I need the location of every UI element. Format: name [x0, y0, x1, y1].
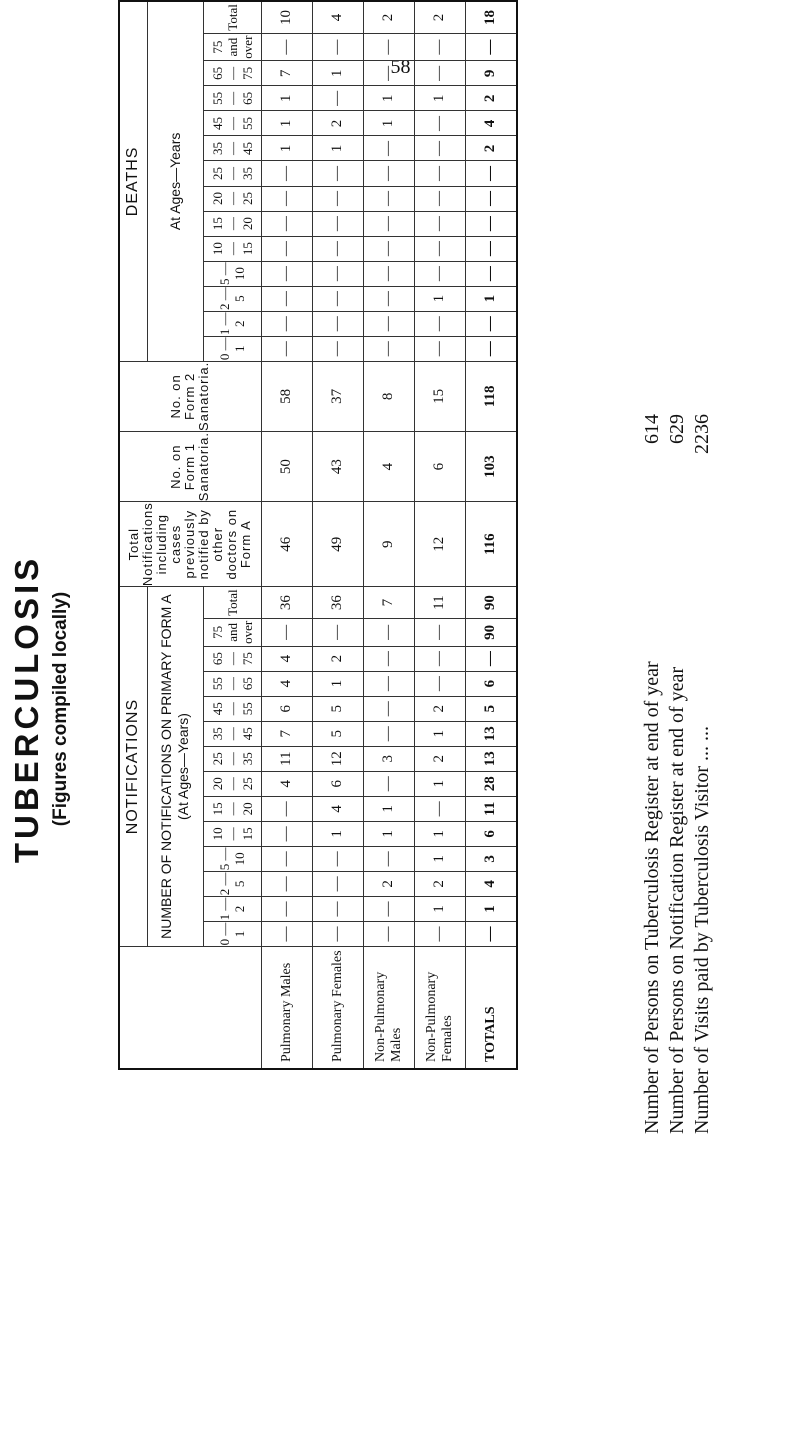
- notification-cell: 36: [312, 587, 363, 619]
- notification-cell: 90: [465, 619, 517, 647]
- notification-cell: —: [465, 921, 517, 946]
- death-cell: —: [261, 261, 312, 286]
- page-subtitle: (Figures compiled locally): [50, 591, 71, 827]
- death-cell: —: [363, 336, 414, 361]
- notification-cell: 2: [414, 696, 465, 721]
- notification-cell: —: [414, 646, 465, 671]
- death-age-header: 45 — 55: [203, 111, 261, 136]
- notification-cell: —: [312, 896, 363, 921]
- summary-label: Number of Persons on Tuberculosis Register at end of year: [641, 661, 663, 1134]
- row-label: Pulmonary Males: [261, 946, 312, 1069]
- death-cell: 1: [312, 136, 363, 161]
- death-cell: —: [465, 186, 517, 211]
- form2-cell: 37: [312, 361, 363, 431]
- death-cell: 2: [465, 136, 517, 161]
- notification-cell: —: [414, 619, 465, 647]
- notification-cell: —: [414, 796, 465, 821]
- summary-value: 2236: [691, 414, 713, 454]
- death-cell: —: [312, 336, 363, 361]
- death-age-header: 1 — 2: [203, 311, 261, 336]
- death-cell: 2: [363, 1, 414, 33]
- death-cell: —: [312, 236, 363, 261]
- summary-line: [665, 414, 690, 1134]
- notification-cell: 13: [465, 746, 517, 771]
- notification-cell: 6: [465, 821, 517, 846]
- death-age-header: 25 — 35: [203, 161, 261, 186]
- form2-heading: No. on Form 2 Sanatoria.: [119, 361, 261, 431]
- notif-age-header: 45 — 55: [203, 696, 261, 721]
- notification-cell: 4: [312, 796, 363, 821]
- death-age-header: 15 — 20: [203, 211, 261, 236]
- death-cell: 1: [363, 86, 414, 111]
- death-age-header: 20 — 25: [203, 186, 261, 211]
- death-cell: —: [414, 261, 465, 286]
- form1-heading: No. on Form 1 Sanatoria.: [119, 432, 261, 502]
- table-row: [363, 1, 414, 1069]
- death-cell: —: [312, 161, 363, 186]
- death-cell: —: [261, 33, 312, 61]
- notif-age-header: 10 — 15: [203, 821, 261, 846]
- notification-cell: —: [261, 821, 312, 846]
- notification-cell: —: [414, 671, 465, 696]
- form2-cell: 15: [414, 361, 465, 431]
- notification-cell: —: [414, 921, 465, 946]
- death-cell: 1: [363, 111, 414, 136]
- notification-cell: —: [363, 896, 414, 921]
- form1-cell: 4: [363, 432, 414, 502]
- form2-cell: 58: [261, 361, 312, 431]
- notification-cell: 6: [312, 771, 363, 796]
- death-cell: —: [465, 161, 517, 186]
- notification-cell: 7: [363, 587, 414, 619]
- table-row: [465, 1, 517, 1069]
- death-cell: —: [465, 33, 517, 61]
- notification-cell: 2: [414, 871, 465, 896]
- death-cell: 4: [312, 1, 363, 33]
- notification-cell: 1: [312, 671, 363, 696]
- row-label: Non-Pulmonary Males: [363, 946, 414, 1069]
- form1-cell: 6: [414, 432, 465, 502]
- death-cell: —: [312, 86, 363, 111]
- notification-cell: —: [465, 646, 517, 671]
- notif-age-header: 0 — 1: [203, 921, 261, 946]
- row-label-header: [119, 946, 261, 1069]
- notif-age-header: Total: [203, 587, 261, 619]
- death-cell: —: [261, 211, 312, 236]
- death-cell: 1: [261, 136, 312, 161]
- table-row: [414, 1, 465, 1069]
- tuberculosis-table: [118, 0, 518, 1070]
- death-cell: —: [312, 211, 363, 236]
- death-age-header: 35 — 45: [203, 136, 261, 161]
- notifications-subheading: NUMBER OF NOTIFICATIONS ON PRIMARY FORM A (At Ages—Years): [147, 587, 203, 947]
- deaths-subheading: At Ages—Years: [147, 1, 203, 361]
- death-age-header: 2 — 5: [203, 286, 261, 311]
- notification-cell: 4: [261, 646, 312, 671]
- form2-cell: 118: [465, 361, 517, 431]
- notification-cell: 11: [465, 796, 517, 821]
- notification-cell: 1: [363, 821, 414, 846]
- notif-age-header: 5 — 10: [203, 846, 261, 871]
- notification-cell: 2: [414, 746, 465, 771]
- death-cell: —: [312, 33, 363, 61]
- row-label: Non-Pulmonary Females: [414, 946, 465, 1069]
- death-cell: —: [465, 311, 517, 336]
- death-cell: —: [312, 286, 363, 311]
- notification-cell: —: [312, 921, 363, 946]
- page-title: TUBERCULOSIS: [8, 554, 45, 864]
- death-cell: 1: [261, 111, 312, 136]
- death-cell: —: [261, 286, 312, 311]
- death-cell: —: [414, 336, 465, 361]
- notification-cell: 7: [261, 721, 312, 746]
- notification-cell: 11: [414, 587, 465, 619]
- notification-cell: 5: [312, 721, 363, 746]
- notification-cell: 4: [465, 871, 517, 896]
- notif-age-header: 35 — 45: [203, 721, 261, 746]
- notification-cell: —: [261, 796, 312, 821]
- notif-age-header: 1 — 2: [203, 896, 261, 921]
- death-cell: —: [414, 311, 465, 336]
- death-cell: 9: [465, 61, 517, 86]
- notification-cell: —: [261, 921, 312, 946]
- notification-cell: —: [312, 871, 363, 896]
- notification-cell: —: [261, 846, 312, 871]
- death-cell: 1: [414, 286, 465, 311]
- death-cell: —: [414, 186, 465, 211]
- death-age-header: 65 — 75: [203, 61, 261, 86]
- notification-cell: —: [261, 871, 312, 896]
- death-cell: 2: [465, 86, 517, 111]
- notification-cell: 2: [363, 871, 414, 896]
- notif-age-header: 75 and over: [203, 619, 261, 647]
- total-notifications-cell: 116: [465, 502, 517, 587]
- notification-cell: 5: [312, 696, 363, 721]
- notification-cell: 1: [414, 721, 465, 746]
- summary-label: Number of Visits paid by Tuberculosis Visitor ... ...: [691, 726, 713, 1134]
- death-cell: —: [465, 236, 517, 261]
- death-age-header: 55 — 65: [203, 86, 261, 111]
- summary-label: Number of Persons on Notification Register at end of year: [666, 666, 688, 1134]
- notification-cell: —: [363, 771, 414, 796]
- form1-cell: 43: [312, 432, 363, 502]
- total-notifications-cell: 12: [414, 502, 465, 587]
- summary-line: [690, 414, 715, 1134]
- page-number: 58: [390, 56, 411, 78]
- death-cell: 7: [261, 61, 312, 86]
- death-age-header: 5 — 10: [203, 261, 261, 286]
- death-cell: 2: [312, 111, 363, 136]
- notification-cell: 1: [414, 846, 465, 871]
- death-cell: —: [414, 136, 465, 161]
- notification-cell: 1: [312, 821, 363, 846]
- notification-cell: 4: [261, 671, 312, 696]
- notification-cell: 1: [363, 796, 414, 821]
- notification-cell: —: [261, 896, 312, 921]
- table-row: [261, 1, 312, 1069]
- notification-cell: 5: [465, 696, 517, 721]
- notification-cell: —: [261, 619, 312, 647]
- notification-cell: 3: [465, 846, 517, 871]
- death-cell: —: [363, 186, 414, 211]
- notification-cell: —: [363, 671, 414, 696]
- notif-age-header: 20 — 25: [203, 771, 261, 796]
- death-cell: —: [465, 261, 517, 286]
- notification-cell: —: [363, 846, 414, 871]
- form1-cell: 50: [261, 432, 312, 502]
- summary-value: 629: [666, 414, 688, 444]
- notification-cell: 11: [261, 746, 312, 771]
- death-cell: 18: [465, 1, 517, 33]
- death-cell: —: [312, 311, 363, 336]
- notification-cell: 4: [261, 771, 312, 796]
- total-notifications-cell: 46: [261, 502, 312, 587]
- row-label: Pulmonary Females: [312, 946, 363, 1069]
- death-cell: —: [414, 211, 465, 236]
- death-cell: —: [363, 311, 414, 336]
- death-cell: 2: [414, 1, 465, 33]
- death-cell: —: [414, 236, 465, 261]
- notification-cell: 1: [414, 821, 465, 846]
- notification-cell: 2: [312, 646, 363, 671]
- notification-cell: —: [363, 921, 414, 946]
- death-cell: —: [312, 186, 363, 211]
- notification-cell: 1: [414, 771, 465, 796]
- death-cell: —: [363, 33, 414, 61]
- notification-cell: 6: [465, 671, 517, 696]
- notif-age-header: 2 — 5: [203, 871, 261, 896]
- notification-cell: 6: [261, 696, 312, 721]
- death-cell: —: [363, 286, 414, 311]
- death-cell: —: [363, 136, 414, 161]
- form2-cell: 8: [363, 361, 414, 431]
- death-cell: 10: [261, 1, 312, 33]
- death-cell: —: [363, 61, 414, 86]
- notification-cell: 12: [312, 746, 363, 771]
- notification-cell: —: [363, 646, 414, 671]
- death-cell: —: [261, 311, 312, 336]
- row-label: TOTALS: [465, 946, 517, 1069]
- notification-cell: —: [312, 619, 363, 647]
- death-cell: —: [465, 211, 517, 236]
- death-cell: —: [363, 236, 414, 261]
- death-cell: —: [414, 33, 465, 61]
- death-cell: —: [414, 61, 465, 86]
- death-cell: —: [465, 336, 517, 361]
- death-cell: —: [363, 261, 414, 286]
- death-age-header: 10 — 15: [203, 236, 261, 261]
- summary-line: [640, 414, 665, 1134]
- notification-cell: 3: [363, 746, 414, 771]
- notification-cell: —: [363, 696, 414, 721]
- total-notifications-cell: 9: [363, 502, 414, 587]
- register-summary: [640, 414, 715, 1134]
- death-cell: 4: [465, 111, 517, 136]
- death-cell: —: [363, 161, 414, 186]
- death-age-header: Total: [203, 1, 261, 33]
- notification-cell: 90: [465, 587, 517, 619]
- notification-cell: 36: [261, 587, 312, 619]
- notif-age-header: 55 — 65: [203, 671, 261, 696]
- notif-age-header: 15 — 20: [203, 796, 261, 821]
- notif-age-header: 25 — 35: [203, 746, 261, 771]
- death-cell: —: [261, 236, 312, 261]
- notification-cell: 1: [414, 896, 465, 921]
- notification-cell: 28: [465, 771, 517, 796]
- death-cell: —: [261, 161, 312, 186]
- death-cell: —: [414, 111, 465, 136]
- notification-cell: 13: [465, 721, 517, 746]
- death-cell: —: [261, 336, 312, 361]
- deaths-heading: DEATHS: [119, 1, 147, 361]
- death-cell: —: [312, 261, 363, 286]
- death-age-header: 75 and over: [203, 33, 261, 61]
- death-cell: —: [363, 211, 414, 236]
- death-cell: —: [414, 161, 465, 186]
- total-notifications-cell: 49: [312, 502, 363, 587]
- notification-cell: —: [363, 619, 414, 647]
- form1-cell: 103: [465, 432, 517, 502]
- notification-cell: —: [363, 721, 414, 746]
- death-cell: —: [261, 186, 312, 211]
- notification-cell: —: [312, 846, 363, 871]
- death-age-header: 0 — 1: [203, 336, 261, 361]
- table-row: [312, 1, 363, 1069]
- notif-age-header: 65 — 75: [203, 646, 261, 671]
- death-cell: 1: [465, 286, 517, 311]
- notification-cell: 1: [465, 896, 517, 921]
- death-cell: 1: [261, 86, 312, 111]
- total-notifications-heading: Total Notifications including cases previously notified by other doctors on Form A: [119, 502, 261, 587]
- death-cell: 1: [312, 61, 363, 86]
- notifications-heading: NOTIFICATIONS: [119, 587, 147, 947]
- death-cell: 1: [414, 86, 465, 111]
- summary-value: 614: [641, 414, 663, 444]
